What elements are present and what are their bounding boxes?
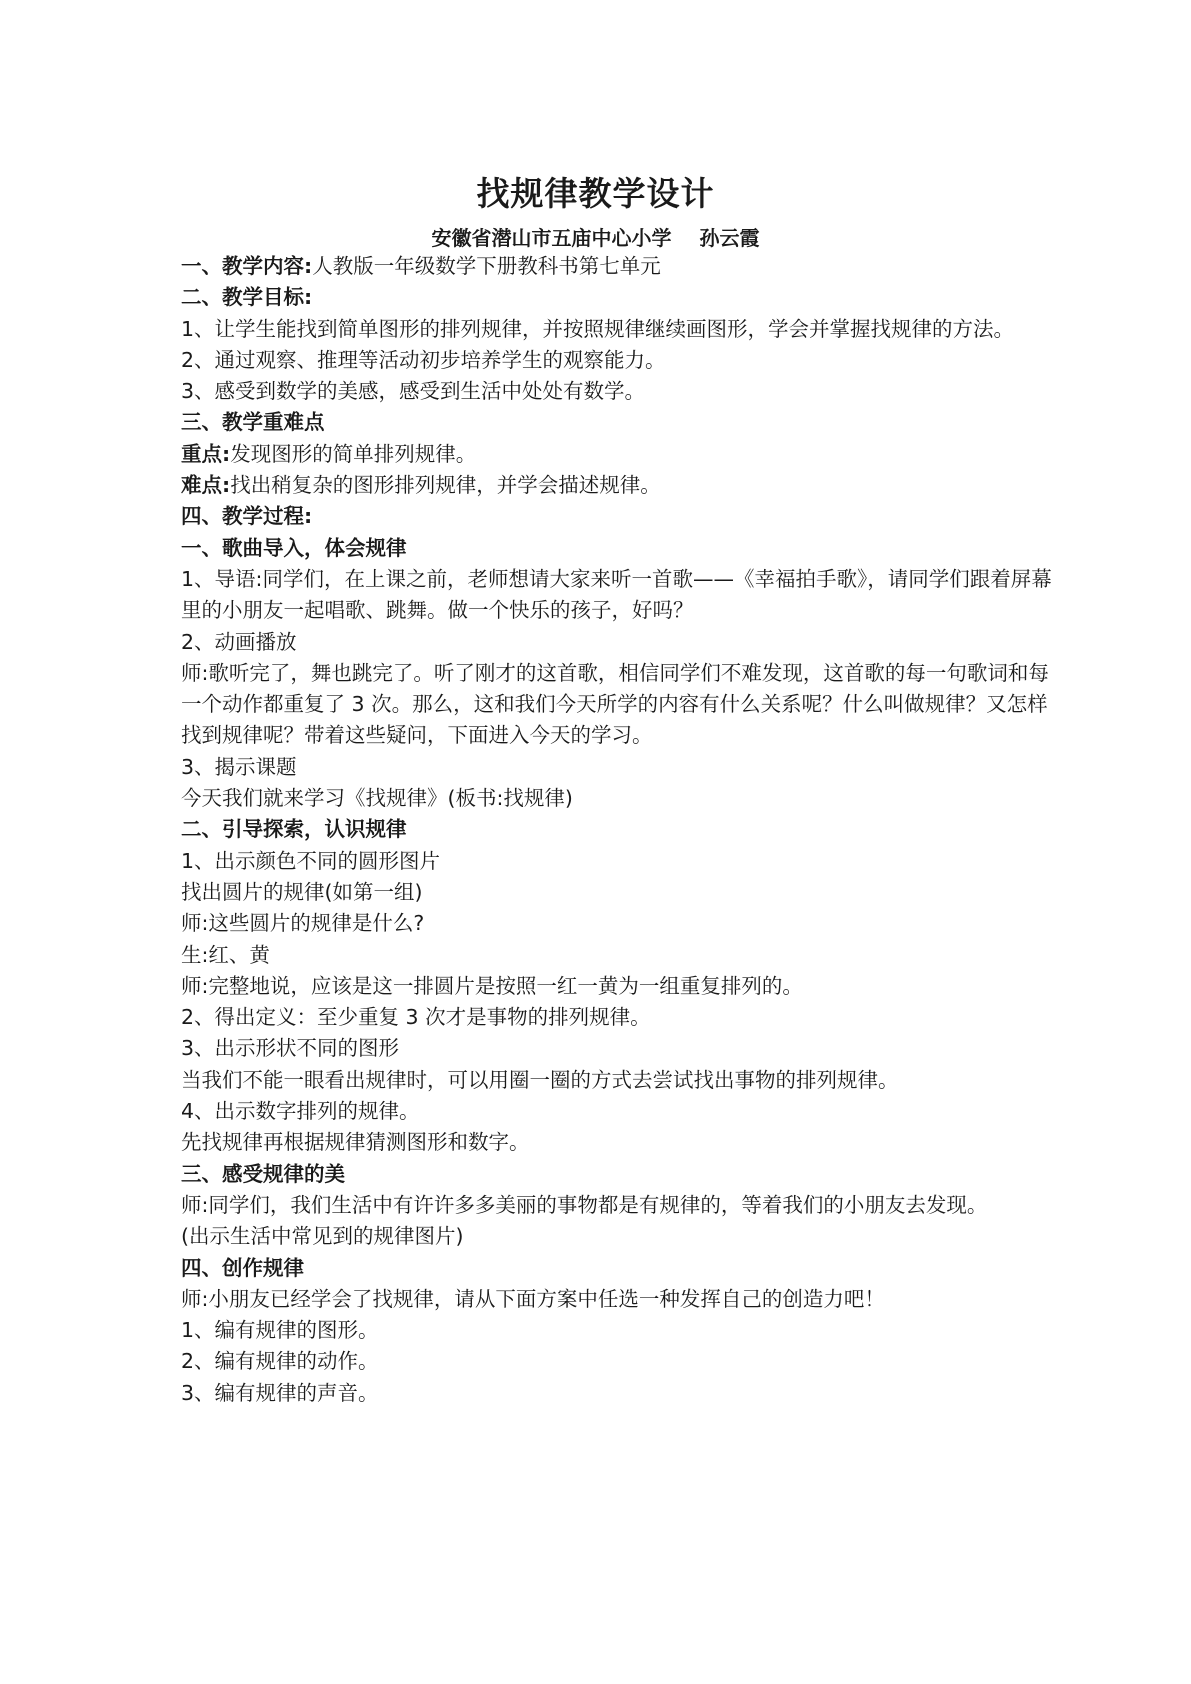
subsection-heading: 一、歌曲导入，体会规律 bbox=[181, 535, 407, 560]
paragraph: 师:同学们，我们生活中有许许多多美丽的事物都是有规律的，等着我们的小朋友去发现。 bbox=[181, 1192, 988, 1217]
subsection-heading: 三、感受规律的美 bbox=[181, 1161, 345, 1186]
author-school: 安徽省潜山市五庙中心小学 bbox=[431, 226, 672, 250]
paragraph: 生:红、黄 bbox=[181, 942, 270, 967]
author-name: 孙云霞 bbox=[699, 226, 760, 250]
key-point-label: 重点: bbox=[181, 441, 231, 466]
paragraph: 4、出示数字排列的规律。 bbox=[181, 1099, 420, 1124]
section-heading: 三、教学重难点 bbox=[181, 410, 325, 435]
author-line bbox=[0, 222, 1191, 251]
subsection-heading: 二、引导探索，认识规律 bbox=[181, 817, 407, 842]
key-point-text: 发现图形的简单排列规律。 bbox=[230, 441, 477, 466]
subsection-heading: 四、创作规律 bbox=[181, 1255, 304, 1280]
paragraph: 师:小朋友已经学会了找规律，请从下面方案中任选一种发挥自己的创造力吧！ bbox=[181, 1286, 885, 1311]
paragraph: 当我们不能一眼看出规律时，可以用圈一圈的方式去尝试找出事物的排列规律。 bbox=[181, 1067, 899, 1092]
list-item: 1、让学生能找到简单图形的排列规律，并按照规律继续画图形，学会并掌握找规律的方法。 bbox=[181, 316, 1015, 341]
section-heading: 四、教学过程: bbox=[181, 504, 313, 529]
document-body bbox=[181, 251, 1061, 1409]
document-title: 找规律教学设计 bbox=[476, 174, 715, 213]
paragraph: 2、编有规律的动作。 bbox=[181, 1349, 379, 1374]
paragraph: 2、动画播放 bbox=[181, 629, 297, 654]
difficult-point-text: 找出稍复杂的图形排列规律，并学会描述规律。 bbox=[230, 473, 661, 498]
paragraph: 3、编有规律的声音。 bbox=[181, 1380, 379, 1405]
list-item: 2、通过观察、推理等活动初步培养学生的观察能力。 bbox=[181, 347, 666, 372]
paragraph: 1、出示颜色不同的圆形图片 bbox=[181, 848, 441, 873]
paragraph: 师:歌听完了，舞也跳完了。听了刚才的这首歌，相信同学们不难发现，这首歌的每一句歌词和每一个动作都重复了 3 次。那么，这和我们今天所学的内容有什么关系呢？什么叫做规律？又怎样找到规律呢？带着这些疑问，下面进入今天的学习。 bbox=[181, 660, 1049, 748]
paragraph: 3、出示形状不同的图形 bbox=[181, 1036, 400, 1061]
section-text: 人教版一年级数学下册教科书第七单元 bbox=[312, 254, 661, 278]
key-point bbox=[181, 439, 1061, 470]
paragraph: 先找规律再根据规律猜测图形和数字。 bbox=[181, 1130, 530, 1155]
section-heading: 一、教学内容: bbox=[181, 254, 313, 278]
list-item: 3、感受到数学的美感，感受到生活中处处有数学。 bbox=[181, 379, 646, 404]
paragraph: 2、得出定义：至少重复 3 次才是事物的排列规律。 bbox=[181, 1005, 651, 1030]
section-heading: 二、教学目标: bbox=[181, 285, 313, 310]
paragraph: 师:完整地说，应该是这一排圆片是按照一红一黄为一组重复排列的。 bbox=[181, 973, 803, 998]
paragraph: 师:这些圆片的规律是什么? bbox=[181, 911, 425, 936]
paragraph: 1、编有规律的图形。 bbox=[181, 1318, 379, 1343]
paragraph: 找出圆片的规律(如第一组) bbox=[181, 879, 423, 904]
difficult-point-label: 难点: bbox=[181, 473, 231, 498]
paragraph: 3、揭示课题 bbox=[181, 754, 297, 779]
paragraph: (出示生活中常见到的规律图片) bbox=[181, 1224, 464, 1249]
section-teaching-content bbox=[181, 251, 1061, 282]
paragraph: 今天我们就来学习《找规律》(板书:找规律) bbox=[181, 786, 573, 811]
paragraph: 1、导语:同学们，在上课之前，老师想请大家来听一首歌——《幸福拍手歌》，请同学们跟着屏幕里的小朋友一起唱歌、跳舞。做一个快乐的孩子，好吗？ bbox=[181, 566, 1052, 623]
difficult-point bbox=[181, 470, 1061, 501]
